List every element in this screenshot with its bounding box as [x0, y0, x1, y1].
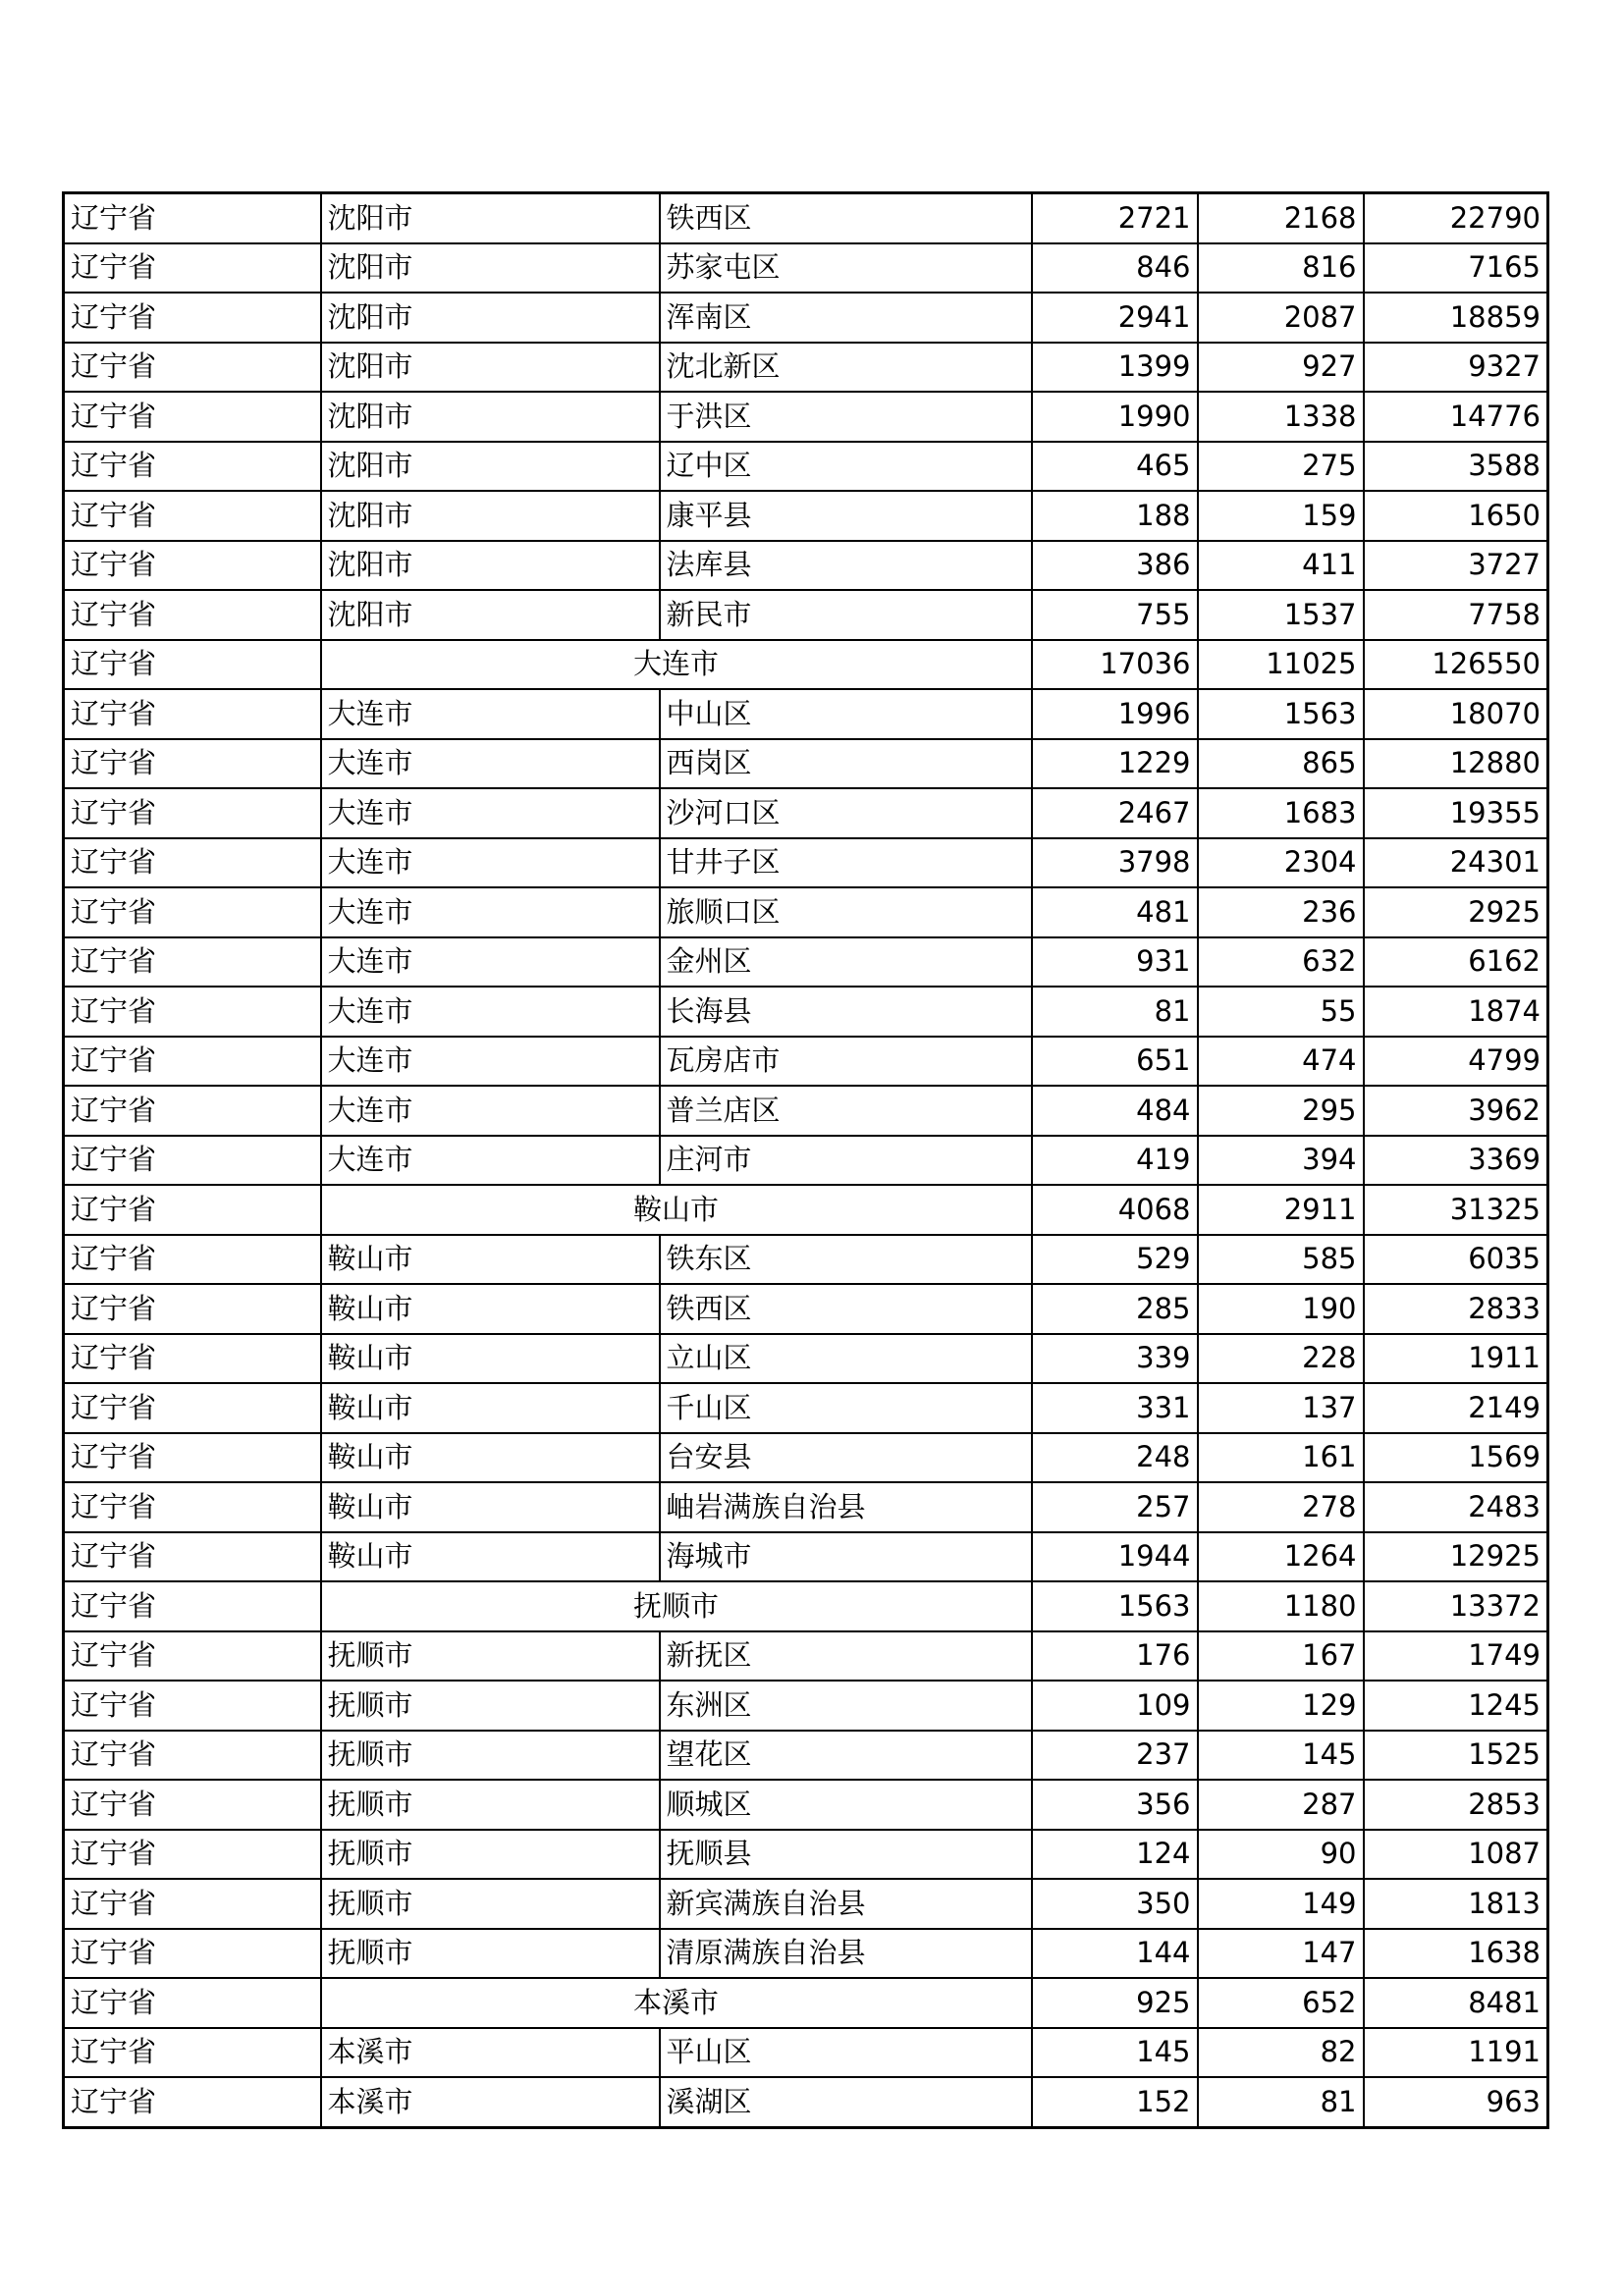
value-cell-3: 1569: [1364, 1433, 1548, 1483]
value-cell-1: 3798: [1032, 838, 1198, 888]
province-cell: 辽宁省: [64, 193, 321, 243]
value-cell-3: 1874: [1364, 987, 1548, 1037]
table-row: [64, 193, 1548, 243]
value-cell-1: 1996: [1032, 689, 1198, 739]
value-cell-1: 465: [1032, 442, 1198, 492]
value-cell-3: 19355: [1364, 788, 1548, 838]
table-row: [64, 739, 1548, 789]
table-row: [64, 1482, 1548, 1532]
table-row: [64, 1581, 1548, 1631]
county-cell: 长海县: [660, 987, 1032, 1037]
province-cell: 辽宁省: [64, 590, 321, 640]
province-cell: 辽宁省: [64, 1136, 321, 1186]
value-cell-3: 12925: [1364, 1532, 1548, 1582]
county-cell: 东洲区: [660, 1681, 1032, 1731]
value-cell-3: 18859: [1364, 293, 1548, 343]
table-row: [64, 1731, 1548, 1781]
county-cell: 瓦房店市: [660, 1037, 1032, 1087]
value-cell-3: 3588: [1364, 442, 1548, 492]
value-cell-3: 7165: [1364, 243, 1548, 294]
value-cell-2: 278: [1198, 1482, 1364, 1532]
province-cell: 辽宁省: [64, 987, 321, 1037]
county-cell: 立山区: [660, 1334, 1032, 1384]
county-cell: 铁西区: [660, 193, 1032, 243]
value-cell-3: 3727: [1364, 541, 1548, 591]
county-cell: 平山区: [660, 2028, 1032, 2078]
value-cell-3: 2149: [1364, 1383, 1548, 1433]
province-cell: 辽宁省: [64, 1185, 321, 1235]
value-cell-1: 931: [1032, 937, 1198, 988]
province-cell: 辽宁省: [64, 1482, 321, 1532]
value-cell-2: 394: [1198, 1136, 1364, 1186]
table-row: [64, 541, 1548, 591]
table-row: [64, 1086, 1548, 1136]
province-cell: 辽宁省: [64, 1879, 321, 1929]
statistics-table: [62, 191, 1549, 2129]
value-cell-1: 339: [1032, 1334, 1198, 1384]
value-cell-1: 109: [1032, 1681, 1198, 1731]
table-row: [64, 689, 1548, 739]
value-cell-3: 2853: [1364, 1780, 1548, 1830]
county-cell: 中山区: [660, 689, 1032, 739]
value-cell-1: 1229: [1032, 739, 1198, 789]
value-cell-1: 2721: [1032, 193, 1198, 243]
province-cell: 辽宁省: [64, 689, 321, 739]
county-cell: 望花区: [660, 1731, 1032, 1781]
value-cell-2: 865: [1198, 739, 1364, 789]
province-cell: 辽宁省: [64, 788, 321, 838]
value-cell-3: 1638: [1364, 1929, 1548, 1979]
value-cell-3: 126550: [1364, 640, 1548, 690]
value-cell-1: 651: [1032, 1037, 1198, 1087]
table-row: [64, 1780, 1548, 1830]
table-row: [64, 243, 1548, 294]
city-cell: 抚顺市: [321, 1731, 660, 1781]
value-cell-2: 147: [1198, 1929, 1364, 1979]
value-cell-2: 585: [1198, 1235, 1364, 1285]
table-row: [64, 1532, 1548, 1582]
table-row: [64, 1037, 1548, 1087]
city-cell: 抚顺市: [321, 1830, 660, 1880]
value-cell-1: 925: [1032, 1978, 1198, 2028]
city-subtotal-cell: 鞍山市: [321, 1185, 1032, 1235]
province-cell: 辽宁省: [64, 1780, 321, 1830]
value-cell-2: 1180: [1198, 1581, 1364, 1631]
value-cell-2: 411: [1198, 541, 1364, 591]
city-subtotal-cell: 本溪市: [321, 1978, 1032, 2028]
value-cell-2: 632: [1198, 937, 1364, 988]
city-cell: 大连市: [321, 838, 660, 888]
value-cell-1: 145: [1032, 2028, 1198, 2078]
province-cell: 辽宁省: [64, 1978, 321, 2028]
value-cell-1: 188: [1032, 491, 1198, 541]
value-cell-3: 22790: [1364, 193, 1548, 243]
value-cell-3: 2925: [1364, 887, 1548, 937]
value-cell-2: 2087: [1198, 293, 1364, 343]
province-cell: 辽宁省: [64, 1532, 321, 1582]
value-cell-1: 124: [1032, 1830, 1198, 1880]
value-cell-1: 484: [1032, 1086, 1198, 1136]
value-cell-2: 816: [1198, 243, 1364, 294]
province-cell: 辽宁省: [64, 887, 321, 937]
county-cell: 浑南区: [660, 293, 1032, 343]
county-cell: 岫岩满族自治县: [660, 1482, 1032, 1532]
value-cell-2: 228: [1198, 1334, 1364, 1384]
value-cell-1: 386: [1032, 541, 1198, 591]
value-cell-3: 6162: [1364, 937, 1548, 988]
county-cell: 海城市: [660, 1532, 1032, 1582]
province-cell: 辽宁省: [64, 293, 321, 343]
value-cell-3: 1087: [1364, 1830, 1548, 1880]
city-cell: 鞍山市: [321, 1433, 660, 1483]
value-cell-3: 4799: [1364, 1037, 1548, 1087]
table-row: [64, 640, 1548, 690]
city-cell: 沈阳市: [321, 243, 660, 294]
city-cell: 沈阳市: [321, 293, 660, 343]
value-cell-3: 2483: [1364, 1482, 1548, 1532]
table-row: [64, 1185, 1548, 1235]
province-cell: 辽宁省: [64, 541, 321, 591]
value-cell-1: 481: [1032, 887, 1198, 937]
city-cell: 鞍山市: [321, 1235, 660, 1285]
city-cell: 鞍山市: [321, 1383, 660, 1433]
province-cell: 辽宁省: [64, 937, 321, 988]
province-cell: 辽宁省: [64, 1929, 321, 1979]
value-cell-2: 149: [1198, 1879, 1364, 1929]
province-cell: 辽宁省: [64, 2028, 321, 2078]
table-row: [64, 1235, 1548, 1285]
value-cell-2: 129: [1198, 1681, 1364, 1731]
city-cell: 大连市: [321, 1136, 660, 1186]
value-cell-1: 176: [1032, 1631, 1198, 1682]
city-cell: 本溪市: [321, 2077, 660, 2127]
province-cell: 辽宁省: [64, 343, 321, 393]
value-cell-2: 81: [1198, 2077, 1364, 2127]
province-cell: 辽宁省: [64, 1383, 321, 1433]
table-row: [64, 392, 1548, 442]
city-cell: 抚顺市: [321, 1929, 660, 1979]
value-cell-3: 963: [1364, 2077, 1548, 2127]
value-cell-3: 1245: [1364, 1681, 1548, 1731]
county-cell: 金州区: [660, 937, 1032, 988]
value-cell-1: 331: [1032, 1383, 1198, 1433]
province-cell: 辽宁省: [64, 1581, 321, 1631]
value-cell-1: 350: [1032, 1879, 1198, 1929]
city-cell: 大连市: [321, 788, 660, 838]
city-cell: 抚顺市: [321, 1631, 660, 1682]
table-row: [64, 887, 1548, 937]
value-cell-1: 1944: [1032, 1532, 1198, 1582]
value-cell-2: 236: [1198, 887, 1364, 937]
province-cell: 辽宁省: [64, 1433, 321, 1483]
province-cell: 辽宁省: [64, 1681, 321, 1731]
table-row: [64, 1978, 1548, 2028]
city-subtotal-cell: 抚顺市: [321, 1581, 1032, 1631]
province-cell: 辽宁省: [64, 1235, 321, 1285]
value-cell-1: 2467: [1032, 788, 1198, 838]
value-cell-1: 1990: [1032, 392, 1198, 442]
city-cell: 大连市: [321, 739, 660, 789]
value-cell-2: 1338: [1198, 392, 1364, 442]
province-cell: 辽宁省: [64, 442, 321, 492]
value-cell-2: 145: [1198, 1731, 1364, 1781]
value-cell-1: 1563: [1032, 1581, 1198, 1631]
table-row: [64, 937, 1548, 988]
table-row: [64, 293, 1548, 343]
county-cell: 新抚区: [660, 1631, 1032, 1682]
value-cell-1: 81: [1032, 987, 1198, 1037]
county-cell: 铁西区: [660, 1284, 1032, 1334]
value-cell-3: 24301: [1364, 838, 1548, 888]
value-cell-1: 285: [1032, 1284, 1198, 1334]
value-cell-3: 6035: [1364, 1235, 1548, 1285]
city-cell: 大连市: [321, 887, 660, 937]
city-cell: 沈阳市: [321, 491, 660, 541]
value-cell-3: 3962: [1364, 1086, 1548, 1136]
value-cell-2: 927: [1198, 343, 1364, 393]
county-cell: 铁东区: [660, 1235, 1032, 1285]
city-cell: 大连市: [321, 987, 660, 1037]
county-cell: 台安县: [660, 1433, 1032, 1483]
value-cell-1: 755: [1032, 590, 1198, 640]
province-cell: 辽宁省: [64, 739, 321, 789]
city-cell: 大连市: [321, 689, 660, 739]
city-cell: 本溪市: [321, 2028, 660, 2078]
table-row: [64, 1433, 1548, 1483]
city-cell: 沈阳市: [321, 590, 660, 640]
city-cell: 沈阳市: [321, 193, 660, 243]
value-cell-1: 419: [1032, 1136, 1198, 1186]
value-cell-2: 1683: [1198, 788, 1364, 838]
city-subtotal-cell: 大连市: [321, 640, 1032, 690]
table-row: [64, 1284, 1548, 1334]
province-cell: 辽宁省: [64, 1731, 321, 1781]
province-cell: 辽宁省: [64, 1830, 321, 1880]
value-cell-2: 137: [1198, 1383, 1364, 1433]
city-cell: 大连市: [321, 1037, 660, 1087]
county-cell: 于洪区: [660, 392, 1032, 442]
province-cell: 辽宁省: [64, 1284, 321, 1334]
value-cell-1: 257: [1032, 1482, 1198, 1532]
county-cell: 沈北新区: [660, 343, 1032, 393]
city-cell: 鞍山市: [321, 1284, 660, 1334]
county-cell: 溪湖区: [660, 2077, 1032, 2127]
value-cell-2: 55: [1198, 987, 1364, 1037]
value-cell-2: 2911: [1198, 1185, 1364, 1235]
value-cell-2: 1264: [1198, 1532, 1364, 1582]
value-cell-2: 2304: [1198, 838, 1364, 888]
table-row: [64, 1334, 1548, 1384]
county-cell: 康平县: [660, 491, 1032, 541]
value-cell-3: 13372: [1364, 1581, 1548, 1631]
province-cell: 辽宁省: [64, 1086, 321, 1136]
table-row: [64, 590, 1548, 640]
value-cell-3: 1911: [1364, 1334, 1548, 1384]
value-cell-1: 248: [1032, 1433, 1198, 1483]
province-cell: 辽宁省: [64, 243, 321, 294]
table-row: [64, 1830, 1548, 1880]
county-cell: 新宾满族自治县: [660, 1879, 1032, 1929]
value-cell-2: 652: [1198, 1978, 1364, 2028]
value-cell-3: 8481: [1364, 1978, 1548, 2028]
value-cell-2: 159: [1198, 491, 1364, 541]
city-cell: 鞍山市: [321, 1334, 660, 1384]
value-cell-1: 1399: [1032, 343, 1198, 393]
value-cell-2: 474: [1198, 1037, 1364, 1087]
value-cell-1: 17036: [1032, 640, 1198, 690]
value-cell-2: 167: [1198, 1631, 1364, 1682]
county-cell: 清原满族自治县: [660, 1929, 1032, 1979]
value-cell-1: 2941: [1032, 293, 1198, 343]
value-cell-1: 846: [1032, 243, 1198, 294]
county-cell: 抚顺县: [660, 1830, 1032, 1880]
table-row: [64, 2077, 1548, 2127]
value-cell-1: 237: [1032, 1731, 1198, 1781]
value-cell-2: 11025: [1198, 640, 1364, 690]
province-cell: 辽宁省: [64, 1631, 321, 1682]
value-cell-1: 4068: [1032, 1185, 1198, 1235]
value-cell-3: 12880: [1364, 739, 1548, 789]
county-cell: 法库县: [660, 541, 1032, 591]
city-cell: 鞍山市: [321, 1532, 660, 1582]
city-cell: 沈阳市: [321, 343, 660, 393]
county-cell: 庄河市: [660, 1136, 1032, 1186]
table-row: [64, 788, 1548, 838]
value-cell-2: 190: [1198, 1284, 1364, 1334]
value-cell-3: 9327: [1364, 343, 1548, 393]
value-cell-1: 152: [1032, 2077, 1198, 2127]
province-cell: 辽宁省: [64, 640, 321, 690]
value-cell-3: 1650: [1364, 491, 1548, 541]
county-cell: 顺城区: [660, 1780, 1032, 1830]
province-cell: 辽宁省: [64, 838, 321, 888]
county-cell: 苏家屯区: [660, 243, 1032, 294]
city-cell: 鞍山市: [321, 1482, 660, 1532]
province-cell: 辽宁省: [64, 2077, 321, 2127]
value-cell-3: 1749: [1364, 1631, 1548, 1682]
value-cell-2: 2168: [1198, 193, 1364, 243]
table-body: [64, 193, 1548, 2128]
value-cell-2: 295: [1198, 1086, 1364, 1136]
city-cell: 抚顺市: [321, 1681, 660, 1731]
value-cell-1: 529: [1032, 1235, 1198, 1285]
table-row: [64, 1383, 1548, 1433]
city-cell: 抚顺市: [321, 1780, 660, 1830]
value-cell-3: 18070: [1364, 689, 1548, 739]
table-row: [64, 1631, 1548, 1682]
table-row: [64, 343, 1548, 393]
city-cell: 抚顺市: [321, 1879, 660, 1929]
county-cell: 千山区: [660, 1383, 1032, 1433]
value-cell-3: 3369: [1364, 1136, 1548, 1186]
county-cell: 普兰店区: [660, 1086, 1032, 1136]
table-row: [64, 1136, 1548, 1186]
value-cell-2: 82: [1198, 2028, 1364, 2078]
table-row: [64, 987, 1548, 1037]
value-cell-2: 275: [1198, 442, 1364, 492]
city-cell: 大连市: [321, 1086, 660, 1136]
table-row: [64, 1879, 1548, 1929]
table-row: [64, 2028, 1548, 2078]
province-cell: 辽宁省: [64, 1334, 321, 1384]
value-cell-2: 1563: [1198, 689, 1364, 739]
value-cell-1: 356: [1032, 1780, 1198, 1830]
table-row: [64, 838, 1548, 888]
county-cell: 辽中区: [660, 442, 1032, 492]
county-cell: 新民市: [660, 590, 1032, 640]
value-cell-3: 1525: [1364, 1731, 1548, 1781]
province-cell: 辽宁省: [64, 491, 321, 541]
value-cell-3: 2833: [1364, 1284, 1548, 1334]
city-cell: 沈阳市: [321, 392, 660, 442]
value-cell-3: 1813: [1364, 1879, 1548, 1929]
value-cell-3: 14776: [1364, 392, 1548, 442]
province-cell: 辽宁省: [64, 392, 321, 442]
value-cell-2: 90: [1198, 1830, 1364, 1880]
county-cell: 旅顺口区: [660, 887, 1032, 937]
value-cell-2: 161: [1198, 1433, 1364, 1483]
city-cell: 沈阳市: [321, 541, 660, 591]
value-cell-1: 144: [1032, 1929, 1198, 1979]
value-cell-3: 1191: [1364, 2028, 1548, 2078]
county-cell: 沙河口区: [660, 788, 1032, 838]
county-cell: 甘井子区: [660, 838, 1032, 888]
value-cell-3: 7758: [1364, 590, 1548, 640]
value-cell-2: 287: [1198, 1780, 1364, 1830]
city-cell: 大连市: [321, 937, 660, 988]
table-row: [64, 1929, 1548, 1979]
city-cell: 沈阳市: [321, 442, 660, 492]
value-cell-2: 1537: [1198, 590, 1364, 640]
table-row: [64, 1681, 1548, 1731]
province-cell: 辽宁省: [64, 1037, 321, 1087]
table-row: [64, 491, 1548, 541]
value-cell-3: 31325: [1364, 1185, 1548, 1235]
county-cell: 西岗区: [660, 739, 1032, 789]
table-row: [64, 442, 1548, 492]
